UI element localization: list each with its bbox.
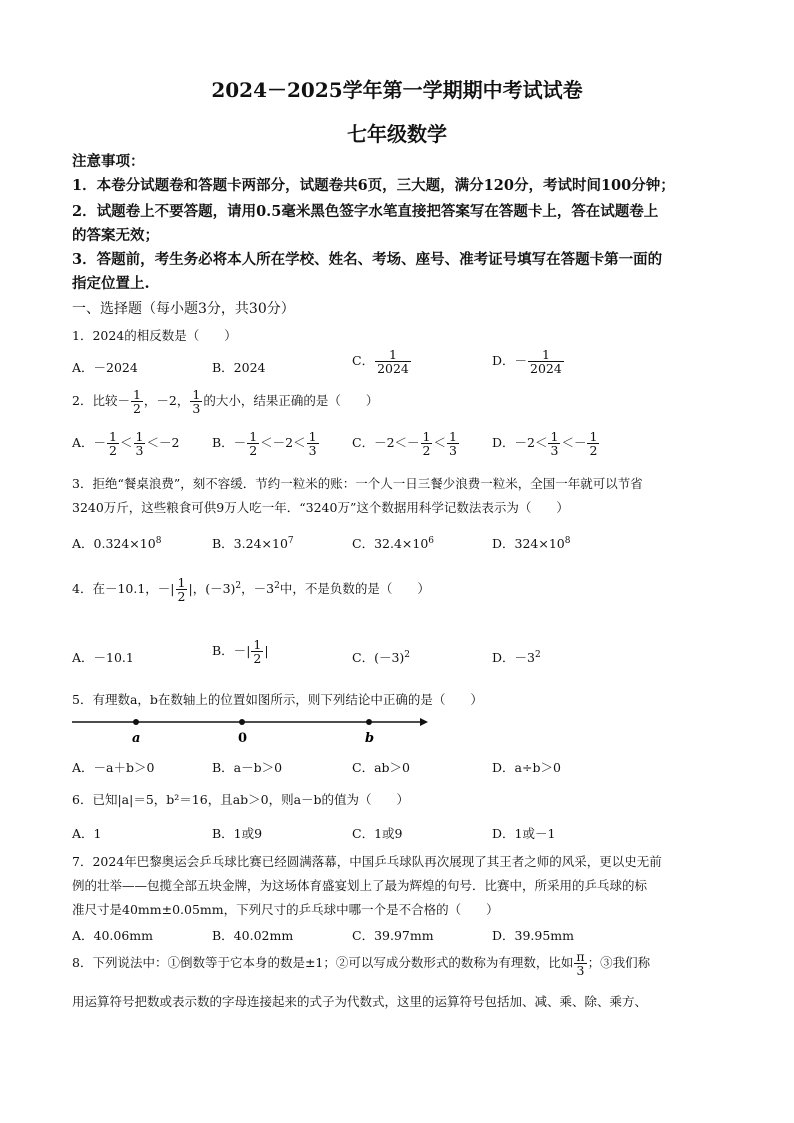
- q4-option-c: C．$(-3)^2$: [352, 649, 411, 665]
- q4-stem: 4．在－10.1，－| $\frac{1}{2}$ |，$(-3)^2$，$-3^2$中，不是负数的是（ ）: [72, 575, 430, 605]
- q5-option-d: D．a÷b＞0: [492, 760, 561, 775]
- q6-option-b: B．1或9: [212, 826, 263, 841]
- q7-option-a: A．40.06mm: [72, 928, 154, 943]
- q3-option-d: D．$324\times 10^8$: [492, 535, 571, 551]
- q7-line-1: 7．2024年巴黎奥运会乒乓球比赛已经圆满落幕，中国乒乓球队再次展现了其王者之师的风采，更以史无前: [72, 854, 662, 869]
- q6-option-c: C．1或9: [352, 826, 403, 841]
- q3-option-a: A．$0.324\times 10^8$: [72, 535, 162, 551]
- q5-option-b: B．a－b＞0: [212, 760, 283, 775]
- q3-option-c: C．$32.4\times 10^6$: [352, 535, 435, 551]
- q7-option-c: C．39.97mm: [352, 928, 434, 943]
- q2-option-c: C．－2＜－ $\frac{1}{2}$ ＜ $\frac{1}{3}$: [352, 429, 457, 459]
- q6-option-d: D．1或－1: [492, 826, 556, 841]
- q4-option-b: B．－| $\frac{1}{2}$ |: [212, 637, 269, 667]
- point-a: [133, 719, 139, 725]
- q1-option-a: A．－2024: [72, 360, 138, 375]
- label-0: 0: [238, 731, 248, 746]
- notice-item-2b: 的答案无效；: [72, 227, 159, 244]
- label-a: a: [132, 731, 141, 746]
- notice-item-3a: 3．答题前，考生务必将本人所在学校、姓名、考场、座号、准考证号填写在答题卡第一面的: [72, 251, 663, 268]
- notice-item-1: 1．本卷分试题卷和答题卡两部分，试题卷共6页，三大题，满分120分，考试时间100分钟；: [72, 177, 675, 194]
- q4-option-a: A．－10.1: [72, 650, 134, 665]
- point-b: [366, 719, 372, 725]
- q3-line-2: 3240万斤，这些粮食可供9万人吃一年．“3240万”这个数据用科学记数法表示为（ ）: [72, 500, 569, 515]
- q7-line-2: 例的壮举——包揽全部五块金牌，为这场体育盛宴划上了最为辉煌的句号．比赛中，所采用的乒乓球的标: [72, 878, 648, 893]
- notice-item-3b: 指定位置上.: [72, 275, 150, 292]
- q5-option-a: A．－a＋b＞0: [72, 760, 155, 775]
- q6-stem: 6．已知|a|＝5，b²＝16，且ab＞0，则a－b的值为（ ）: [72, 792, 410, 807]
- q1-stem: 1．2024的相反数是（ ）: [72, 328, 237, 343]
- number-line: [72, 712, 432, 746]
- label-b: b: [365, 731, 375, 746]
- notice-heading: 注意事项：: [72, 153, 145, 170]
- exam-title: 2024－2025学年第一学期期中考试试卷: [211, 78, 583, 102]
- q1-option-b: B．2024: [212, 360, 266, 375]
- q3-line-1: 3．拒绝“餐桌浪费”，刻不容缓．节约一粒米的账：一个人一日三餐少浪费一粒米，全国一年就可以节省: [72, 476, 643, 491]
- q1-option-c: C． $\frac{1}{2024}$: [352, 347, 409, 377]
- q4-option-d: D．$-3^2$: [492, 649, 541, 665]
- number-line-arrow: [420, 718, 428, 726]
- q1-option-d: D．－ $\frac{1}{2024}$: [492, 347, 562, 377]
- q2-option-b: B．－ $\frac{1}{2}$ ＜－2＜ $\frac{1}{3}$: [212, 429, 317, 459]
- q2-option-a: A．－ $\frac{1}{2}$ ＜ $\frac{1}{3}$ ＜－2: [72, 429, 180, 459]
- q8-line-2: 用运算符号把数或表示数的字母连接起来的式子为代数式，这里的运算符号包括加、减、乘、除、乘方、: [72, 994, 648, 1009]
- point-0: [239, 719, 245, 725]
- q2-option-d: D．－2＜ $\frac{1}{3}$ ＜－ $\frac{1}{2}$: [492, 429, 598, 459]
- q7-option-d: D．39.95mm: [492, 928, 575, 943]
- q2-stem: 2．比较－ $\frac{1}{2}$ ，－2， $\frac{1}{3}$ 的大小，结果正确的是（ ）: [72, 387, 379, 417]
- section-1-heading: 一、选择题（每小题3分，共30分）: [72, 301, 295, 317]
- q6-option-a: A．1: [72, 826, 102, 841]
- exam-subtitle: 七年级数学: [347, 122, 447, 146]
- q5-stem: 5．有理数a，b在数轴上的位置如图所示，则下列结论中正确的是（ ）: [72, 692, 483, 707]
- q7-option-b: B．40.02mm: [212, 928, 294, 943]
- q8-line-1: 8．下列说法中：①倒数等于它本身的数是±1；②可以写成分数形式的数称为有理数，比如 $\frac{\pi}{3}$ ；③我们称: [72, 949, 651, 979]
- q5-option-c: C．ab＞0: [352, 760, 410, 775]
- notice-item-2a: 2．试题卷上不要答题，请用0.5毫米黑色签字水笔直接把答案写在答题卡上，答在试题卷上: [72, 203, 659, 220]
- q7-line-3: 准尺寸是40mm±0.05mm，下列尺寸的乒乓球中哪一个是不合格的（ ）: [72, 902, 499, 917]
- q3-option-b: B．$3.24\times 10^7$: [212, 535, 294, 551]
